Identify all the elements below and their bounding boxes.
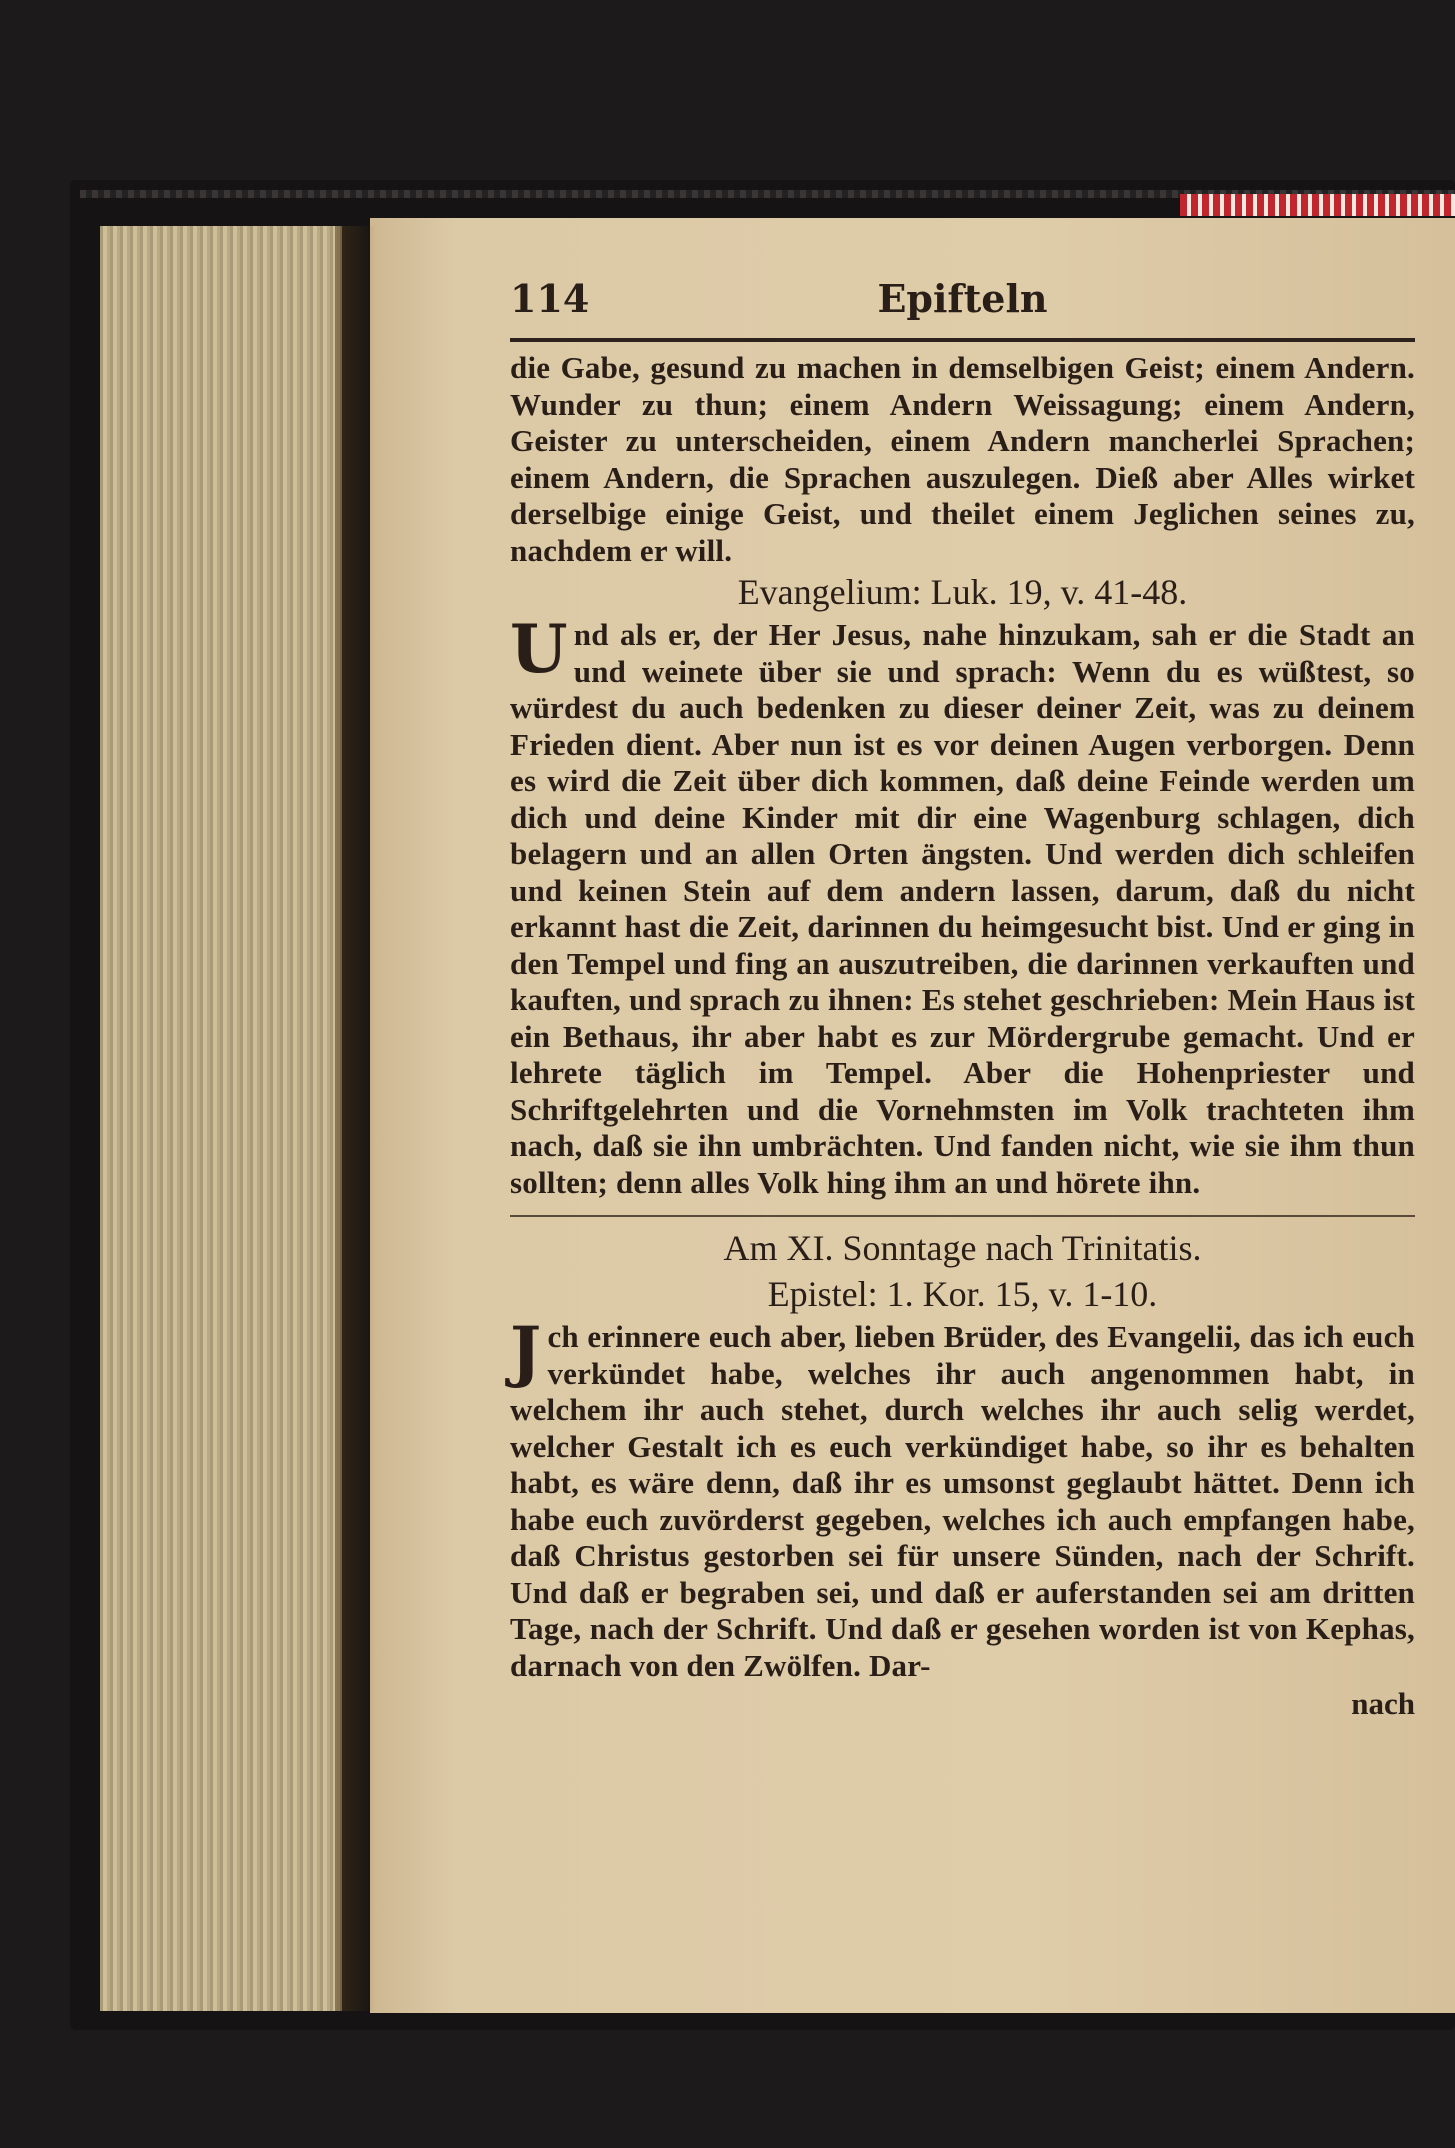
epistle-title: Epistel: 1. Kor. 15, v. 1-10. [767, 1274, 1158, 1314]
page-edges [100, 226, 342, 2011]
page-number: 114 [510, 276, 590, 321]
gutter-shadow [335, 226, 375, 2011]
gospel-initial: U [510, 610, 568, 688]
epistle-paragraph [510, 1312, 1415, 1684]
page-text-area [510, 270, 1415, 1910]
bookmark-ribbon [1180, 194, 1455, 216]
epistle-text: ch erinnere euch aber, lieben Brüder, des Evangelii, das ich euch verkündet habe, welches ihr auch angenommen habt, in welchem ihr auch stehet, durch welches ihr auch selig werdet, welcher Gestalt ich es euch verkündiget habe, so ihr es behalten habt, es wäre denn, daß ihr es umsonst geglaubt hättet. Denn ich habe euch zuvörderst gegeben, welches ich auch empfangen habe, daß Christus gestorben sei für unsere Sünden, nach der Schrift. Und daß er begraben sei, und daß er auferstanden sei am dritten Tage, nach der Schrift. Und daß er gesehen worden ist von Kephas, darnach von den Zwölfen. Dar- [510, 1319, 1415, 1683]
continuation-paragraph: die Gabe, gesund zu machen in demselbigen Geist; einem Andern. Wunder zu thun; einem Andern Weissagung; einem Andern, Geister zu unterscheiden, einem Andern mancherlei Sprachen; einem Andern, die Sprachen auszulegen. Dieß aber Alles wirket derselbige einige Geist, und theilet einem Jeglichen seines zu, nachdem er will. [510, 350, 1415, 568]
page-header [510, 270, 1415, 332]
gospel-text: nd als er, der Her Jesus, nahe hinzukam, sah er die Stadt an und weinete über sie und sprach: Wenn du es wüßtest, so würdest du auch bedenken zu dieser deiner Zeit, was zu deinem Frieden dient. Aber nun ist es vor deinen Augen verborgen. Denn es wird die Zeit über dich kommen, daß deine Feinde werden um dich und deine Kinder mit dir eine Wagenburg schlagen, dich belagern und an allen Orten ängsten. Und werden dich schleifen und keinen Stein auf dem andern lassen, darum, daß du nicht erkannt hast die Zeit, darinnen du heimgesucht bist. Und er ging in den Tempel und fing an auszutreiben, die darinnen verkauften und kauften, und sprach zu ihnen: Es stehet geschrieben: Mein Haus ist ein Bethaus, ihr aber habt es zur Mördergrube gemacht. Und er lehrete täglich im Tempel. Aber die Hohenpriester und Schriftgelehrten und die Vornehmsten im Volk trachteten ihm nach, daß sie ihn umbrächten. Und fanden nicht, wie sie ihm thun sollten; denn alles Volk hing ihm an und hörete ihn. [510, 617, 1415, 1200]
catchword: nach [1351, 1686, 1415, 1721]
section-rule [510, 1215, 1415, 1217]
gospel-paragraph [510, 610, 1415, 1201]
gospel-title: Evangelium: Luk. 19, v. 41-48. [737, 572, 1188, 612]
running-head: Epifteln [877, 276, 1048, 321]
sunday-title: Am XI. Sonntage nach Trinitatis. [723, 1228, 1202, 1268]
header-rule [510, 338, 1415, 342]
epistle-initial: J [510, 1312, 542, 1390]
